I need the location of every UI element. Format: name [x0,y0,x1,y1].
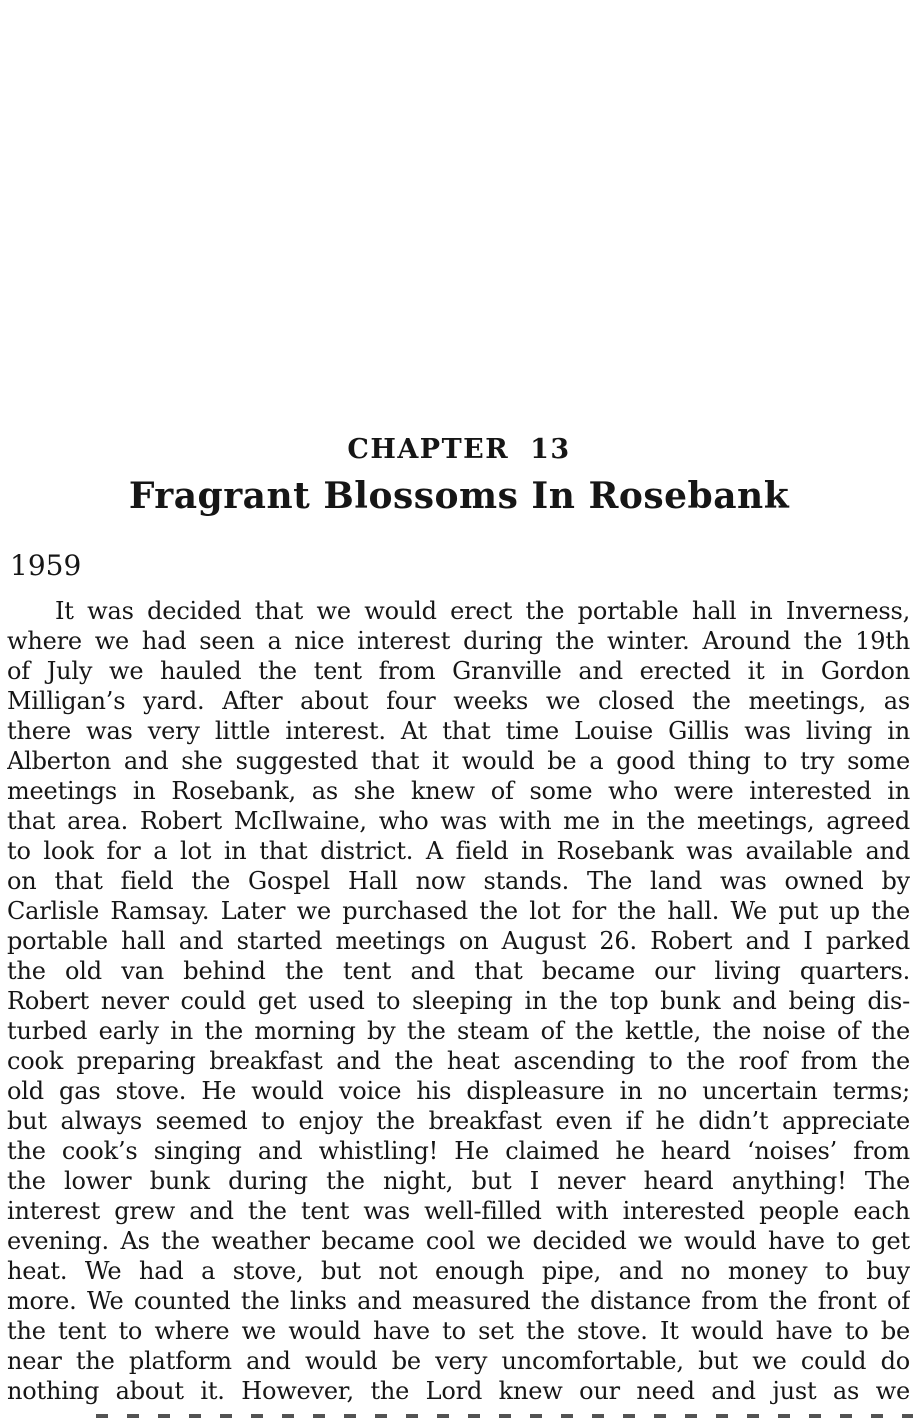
text-line: on that field the Gospel Hall now stands. The land was owned by [7,866,910,895]
text-line: heat. We had a stove, but not enough pipe, and no money to buy [7,1256,910,1285]
text-line: cook preparing breakfast and the heat ascending to the roof from the [7,1046,910,1075]
next-line-cutoff-fragment [96,1414,913,1418]
body-paragraph [0,596,918,1406]
text-line: but always seemed to enjoy the breakfast even if he didn’t appreciate [7,1106,910,1135]
text-line: there was very little interest. At that time Louise Gillis was living in [7,716,910,745]
text-line: to look for a lot in that district. A field in Rosebank was available and [7,836,910,865]
text-line: evening. As the weather became cool we decided we would have to get [7,1226,910,1255]
text-line: the old van behind the tent and that became our living quarters. [7,956,910,985]
text-line: the tent to where we would have to set the stove. It would have to be [7,1316,910,1345]
chapter-title: Fragrant Blossoms In Rosebank [128,475,790,517]
text-line: where we had seen a nice interest during the winter. Around the 19th [7,626,910,655]
text-line: Milligan’s yard. After about four weeks we closed the meetings, as [7,686,910,715]
text-line: more. We counted the links and measured the distance from the front of [7,1286,910,1315]
text-line: Carlisle Ramsay. Later we purchased the lot for the hall. We put up the [7,896,910,925]
text-line: that area. Robert McIlwaine, who was with me in the meetings, agreed [7,806,910,835]
text-line: of July we hauled the tent from Granville and erected it in Gordon [7,656,910,685]
text-line: interest grew and the tent was well-filled with interested people each [7,1196,910,1225]
text-line: portable hall and started meetings on August 26. Robert and I parked [7,926,910,955]
text-line: turbed early in the morning by the steam of the kettle, the noise of the [7,1016,910,1045]
chapter-heading: CHAPTER 13 [347,434,571,465]
text-line: Alberton and she suggested that it would be a good thing to try some [7,746,910,775]
text-line: the lower bunk during the night, but I never heard anything! The [7,1166,910,1195]
text-line: It was decided that we would erect the portable hall in Inverness, [55,596,910,625]
text-line: meetings in Rosebank, as she knew of some who were interested in [7,776,910,805]
text-line: Robert never could get used to sleeping in the top bunk and being dis- [7,986,910,1015]
text-line: the cook’s singing and whistling! He claimed he heard ‘noises’ from [7,1136,910,1165]
text-line: nothing about it. However, the Lord knew our need and just as we [7,1376,910,1405]
text-line: near the platform and would be very uncomfortable, but we could do [7,1346,910,1375]
text-line: old gas stove. He would voice his displeasure in no uncertain terms; [7,1076,910,1105]
year-heading: 1959 [10,548,82,582]
